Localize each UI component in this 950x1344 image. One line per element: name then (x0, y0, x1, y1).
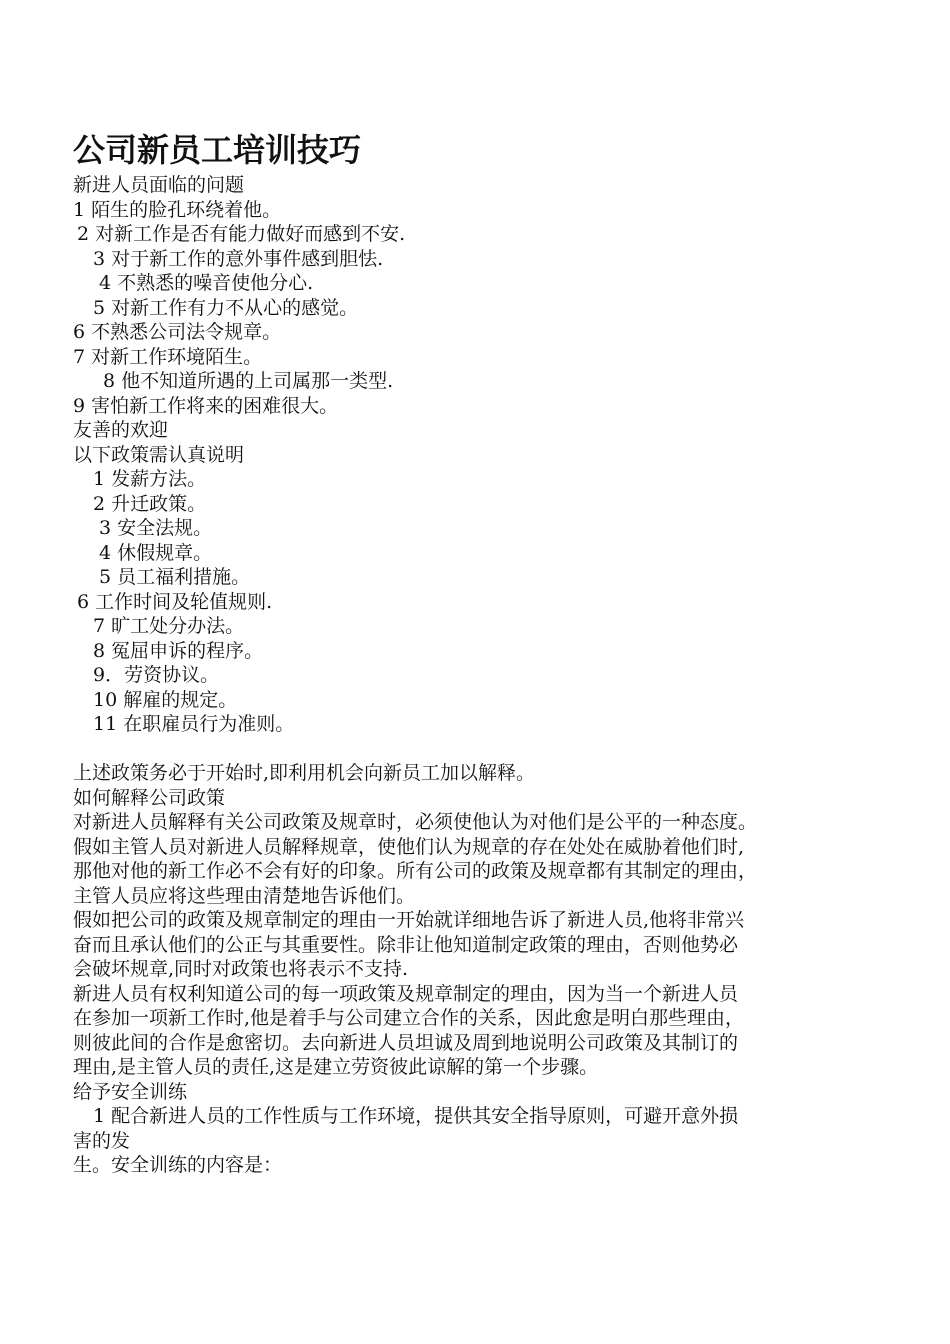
problem-item: 6 不熟悉公司法令规章。 (73, 321, 282, 343)
paragraph-line: 奋而且承认他们的公正与其重要性。除非让他知道制定政策的理由，否则他势必 (73, 933, 739, 956)
section-heading-problems: 新进人员面临的问题 (73, 174, 245, 196)
problem-item: 8 他不知道所遇的上司属那一类型. (103, 370, 394, 392)
paragraph-line: 会破坏规章,同时对政策也将表示不支持. (73, 958, 409, 980)
policy-closing: 上述政策务必于开始时,即利用机会向新员工加以解释。 (73, 762, 536, 784)
section-heading-welcome: 友善的欢迎 (73, 419, 169, 441)
paragraph-line: 在参加一项新工作时,他是着手与公司建立合作的关系，因此愈是明白那些理由， (73, 1007, 745, 1029)
paragraph-line: 主管人员应将这些理由清楚地告诉他们。 (73, 884, 416, 907)
policy-item: 1 发薪方法。 (93, 468, 207, 490)
paragraph-line: 则彼此间的合作是愈密切。去向新进人员坦诚及周到地说明公司政策及其制订的 (73, 1031, 739, 1054)
problem-item: 4 不熟悉的噪音使他分心. (99, 272, 314, 294)
paragraph-line: 那他对他的新工作必不会有好的印象。所有公司的政策及规章都有其制定的理由， (73, 860, 758, 882)
policy-item: 8 冤屈申诉的程序。 (93, 639, 264, 662)
policy-item: 3 安全法规。 (99, 517, 213, 539)
paragraph-line: 对新进人员解释有关公司政策及规章时，必须使他认为对他们是公平的一种态度。 (73, 811, 758, 833)
policy-item: 4 休假规章。 (99, 541, 213, 564)
problem-item: 5 对新工作有力不从心的感觉。 (93, 296, 359, 319)
safety-line: 生。安全训练的内容是： (73, 1154, 283, 1176)
paragraph-line: 假如主管人员对新进人员解释规章，使他们认为规章的存在处处在威胁着他们时, (73, 835, 745, 858)
section-heading-explain: 如何解释公司政策 (73, 786, 226, 809)
problem-item: 3 对于新工作的意外事件感到胆怯. (93, 247, 384, 270)
blank-line (73, 737, 873, 762)
paragraph-line: 新进人员有权利知道公司的每一项政策及规章制定的理由，因为当一个新进人员 (73, 982, 739, 1005)
paragraph-line: 假如把公司的政策及规章制定的理由一开始就详细地告诉了新进人员,他将非常兴 (73, 909, 745, 931)
problem-item: 1 陌生的脸孔环绕着他。 (73, 198, 282, 221)
policy-item: 5 员工福利措施。 (99, 566, 251, 588)
section-heading-safety: 给予安全训练 (73, 1080, 188, 1103)
document-body (73, 173, 873, 1178)
policy-item: 7 旷工处分办法。 (93, 615, 245, 637)
policy-item: 6 工作时间及轮值规则. (77, 590, 273, 613)
policy-subheading: 以下政策需认真说明 (73, 443, 245, 466)
policy-item: 11 在职雇员行为准则。 (93, 713, 295, 735)
policy-item: 9．劳资协议。 (93, 664, 220, 686)
policy-item: 2 升迁政策。 (93, 492, 207, 515)
problem-item: 2 对新工作是否有能力做好而感到不安. (77, 223, 406, 245)
problem-item: 9 害怕新工作将来的困难很大。 (73, 394, 339, 417)
safety-line: 1 配合新进人员的工作性质与工作环境，提供其安全指导原则，可避开意外损 (93, 1105, 739, 1127)
policy-item: 10 解雇的规定。 (93, 688, 238, 711)
problem-item: 7 对新工作环境陌生。 (73, 345, 263, 368)
safety-line: 害的发 (73, 1129, 131, 1152)
paragraph-line: 理由,是主管人员的责任,这是建立劳资彼此谅解的第一个步骤。 (73, 1056, 599, 1078)
document-title: 公司新员工培训技巧 (73, 131, 362, 169)
